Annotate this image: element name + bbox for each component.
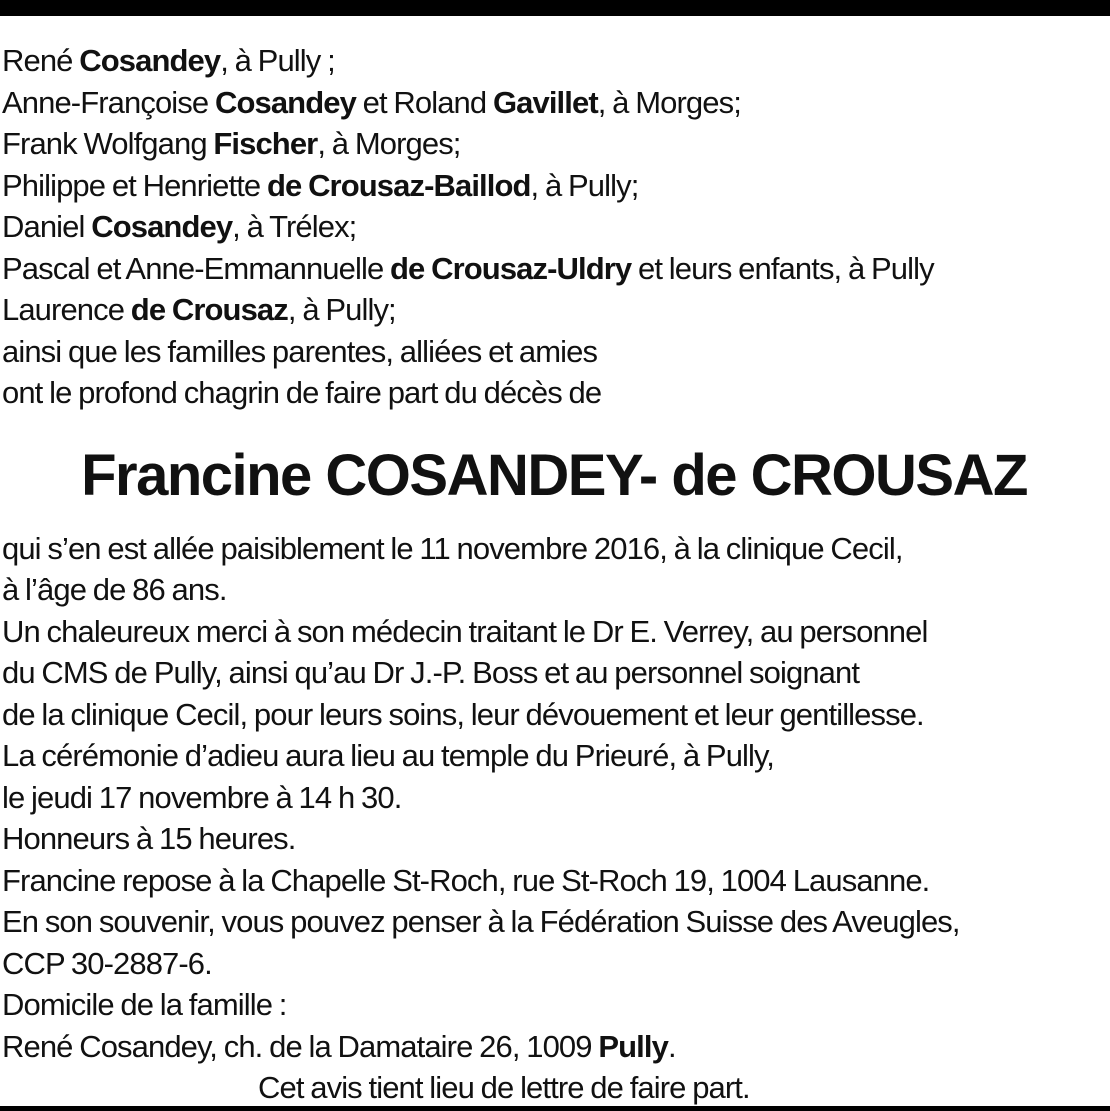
family-line-anne-francoise: Anne-Françoise Cosandey et Roland Gavillet, à Morges; — [2, 84, 741, 120]
closing-line: Cet avis tient lieu de lettre de faire part. — [258, 1070, 750, 1105]
address-city: Pully — [598, 1028, 668, 1064]
body-line: du CMS de Pully, ainsi qu’au Dr J.-P. Boss et au personnel soignant — [2, 655, 860, 690]
body-line: Francine repose à la Chapelle St-Roch, rue St-Roch 19, 1004 Lausanne. — [2, 862, 930, 898]
family-surname: Gavillet — [492, 84, 598, 120]
body-line: En son souvenir, vous pouvez penser à la Fédération Suisse des Aveugles, — [2, 904, 960, 939]
family-line-rene: René Cosandey, à Pully ; — [2, 43, 335, 78]
family-line-philippe: Philippe et Henriette de Crousaz-Baillod, à Pully; — [2, 167, 639, 203]
family-surname: de Crousaz-Uldry — [390, 250, 632, 286]
deceased-name: Francine COSANDEY- de CROUSAZ — [81, 442, 1027, 508]
family-line-laurence: Laurence de Crousaz, à Pully; — [2, 292, 396, 327]
family-line-pascal: Pascal et Anne-Emmannuelle de Crousaz-Uldry et leurs enfants, à Pully — [2, 250, 934, 286]
family-line-daniel: Daniel Cosandey, à Trélex; — [2, 209, 357, 244]
body-line: qui s’en est allée paisiblement le 11 novembre 2016, à la clinique Cecil, — [2, 530, 903, 566]
body-line: Un chaleureux merci à son médecin traitant le Dr E. Verrey, au personnel — [2, 613, 928, 649]
body-line: de la clinique Cecil, pour leurs soins, leur dévouement et leur gentillesse. — [2, 696, 924, 732]
family-surname: Cosandey — [91, 209, 233, 244]
family-surname: de Crousaz — [130, 292, 288, 327]
family-surname: Cosandey — [79, 43, 221, 78]
body-line: CCP 30-2887-6. — [2, 945, 212, 981]
death-notice — [2, 40, 1106, 1109]
intro-line: ont le profond chagrin de faire part du décès de — [2, 375, 602, 410]
body-line: Domicile de la famille : — [2, 987, 287, 1022]
family-surname: Cosandey — [214, 84, 356, 120]
intro-line: ainsi que les familles parentes, alliées et amies — [2, 333, 598, 369]
bottom-border-rule — [0, 1106, 1110, 1111]
body-line: La cérémonie d’adieu aura lieu au temple du Prieuré, à Pully, — [2, 738, 775, 773]
top-border-rule — [0, 0, 1110, 16]
body-line: le jeudi 17 novembre à 14 h 30. — [2, 779, 402, 815]
family-address: René Cosandey, ch. de la Damataire 26, 1009 Pully. — [2, 1028, 676, 1064]
family-line-frank: Frank Wolfgang Fischer, à Morges; — [2, 126, 461, 161]
body-line: à l’âge de 86 ans. — [2, 572, 227, 607]
body-line: Honneurs à 15 heures. — [2, 821, 296, 856]
family-surname: Fischer — [213, 126, 318, 161]
family-surname: de Crousaz-Baillod — [266, 167, 531, 203]
